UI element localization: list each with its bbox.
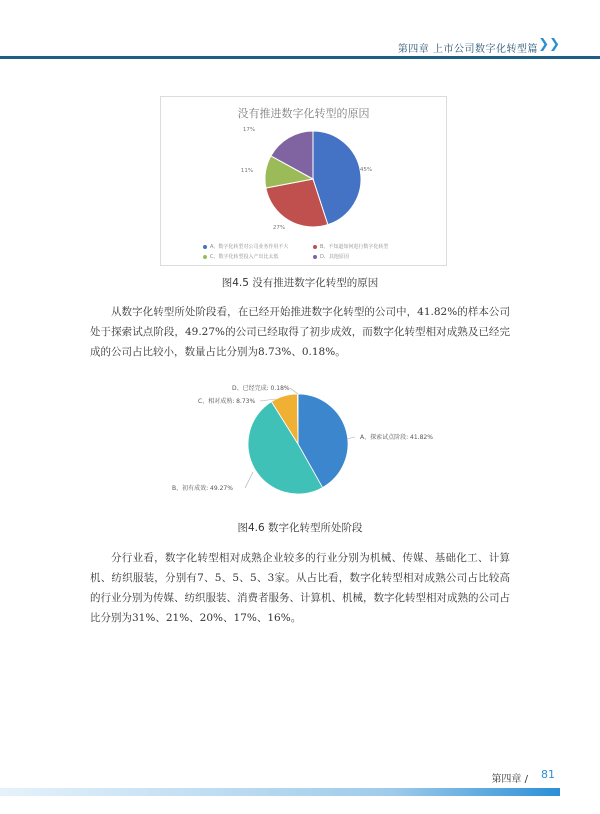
chevron-right-icon: ❯❯ bbox=[538, 37, 560, 52]
figure-4-5-caption: 图4.5 没有推进数字化转型的原因 bbox=[221, 277, 379, 289]
chart-1-data-label-d: 17% bbox=[242, 127, 256, 133]
legend-label: D、其他原因 bbox=[320, 254, 349, 260]
chart-2-leader-line bbox=[347, 437, 355, 439]
legend-label: B、不知道如何进行数字化转型 bbox=[320, 244, 389, 250]
paragraph-2: 分行业看，数字化转型相对成熟企业较多的行业分别为机械、传媒、基础化工、计算机、纺织服装，分别有7、5、5、5、3家。从占比看，数字化转型相对成熟公司占比较高的行业分别为传媒、纺织服装、消费者服务、计算机、机械，数字化转型相对成熟的公司占比分别为31%、21%、20%、17%、16%。 bbox=[90, 552, 510, 624]
figure-4-6-caption: 图4.6 数字化转型所处阶段 bbox=[237, 522, 363, 534]
chart-2-pie bbox=[150, 370, 480, 500]
chart-2-leader-line bbox=[290, 388, 298, 394]
chart-2-data-label-d: D、已经完成: 0.18% bbox=[232, 385, 290, 392]
chart-1-pie bbox=[161, 97, 446, 265]
header-rule bbox=[0, 56, 600, 59]
legend-swatch bbox=[313, 255, 317, 259]
chart-2-data-label-c: C、相对成熟: 8.73% bbox=[198, 398, 256, 405]
footer-bar bbox=[0, 788, 560, 796]
chart-1-legend-item bbox=[203, 253, 279, 260]
chart-2-slice-d bbox=[297, 394, 298, 444]
paragraph-1: 从数字化转型所处阶段看，在已经开始推进数字化转型的公司中，41.82%的样本公司处于探索试点阶段，49.27%的公司已经取得了初步成效，而数字化转型相对成熟及已经完成的公司占比较小，数量占比分别为8.73%、0.18%。 bbox=[90, 306, 510, 358]
chart-1-legend-item bbox=[203, 243, 288, 250]
chapter-header-title: 第四章 上市公司数字化转型篇 bbox=[397, 44, 538, 55]
page-number: 81 bbox=[541, 768, 555, 781]
legend-swatch bbox=[313, 245, 317, 249]
legend-label: C、数字化转型投入产出比太低 bbox=[210, 254, 279, 260]
chart-2-data-label-a: A、探索试点阶段: 41.82% bbox=[360, 434, 433, 441]
chart-1-data-label-b: 27% bbox=[272, 225, 286, 231]
chart-1-data-label-a: 45% bbox=[359, 167, 373, 173]
chart-2-data-label-b: B、初有成效: 49.27% bbox=[172, 485, 233, 492]
chart-1-legend-item bbox=[313, 243, 388, 250]
chart-1-data-label-c: 11% bbox=[240, 168, 254, 174]
chart-1-legend-item bbox=[313, 253, 349, 260]
chart-2-leader-line bbox=[245, 472, 253, 488]
chart-1-frame bbox=[160, 96, 447, 266]
legend-swatch bbox=[203, 245, 207, 249]
chart-1-title: 没有推进数字化转型的原因 bbox=[237, 107, 370, 120]
legend-label: A、数字化转型对公司业务作用不大 bbox=[210, 244, 289, 250]
footer-chapter: 第四章 / bbox=[491, 774, 528, 785]
legend-swatch bbox=[203, 255, 207, 259]
